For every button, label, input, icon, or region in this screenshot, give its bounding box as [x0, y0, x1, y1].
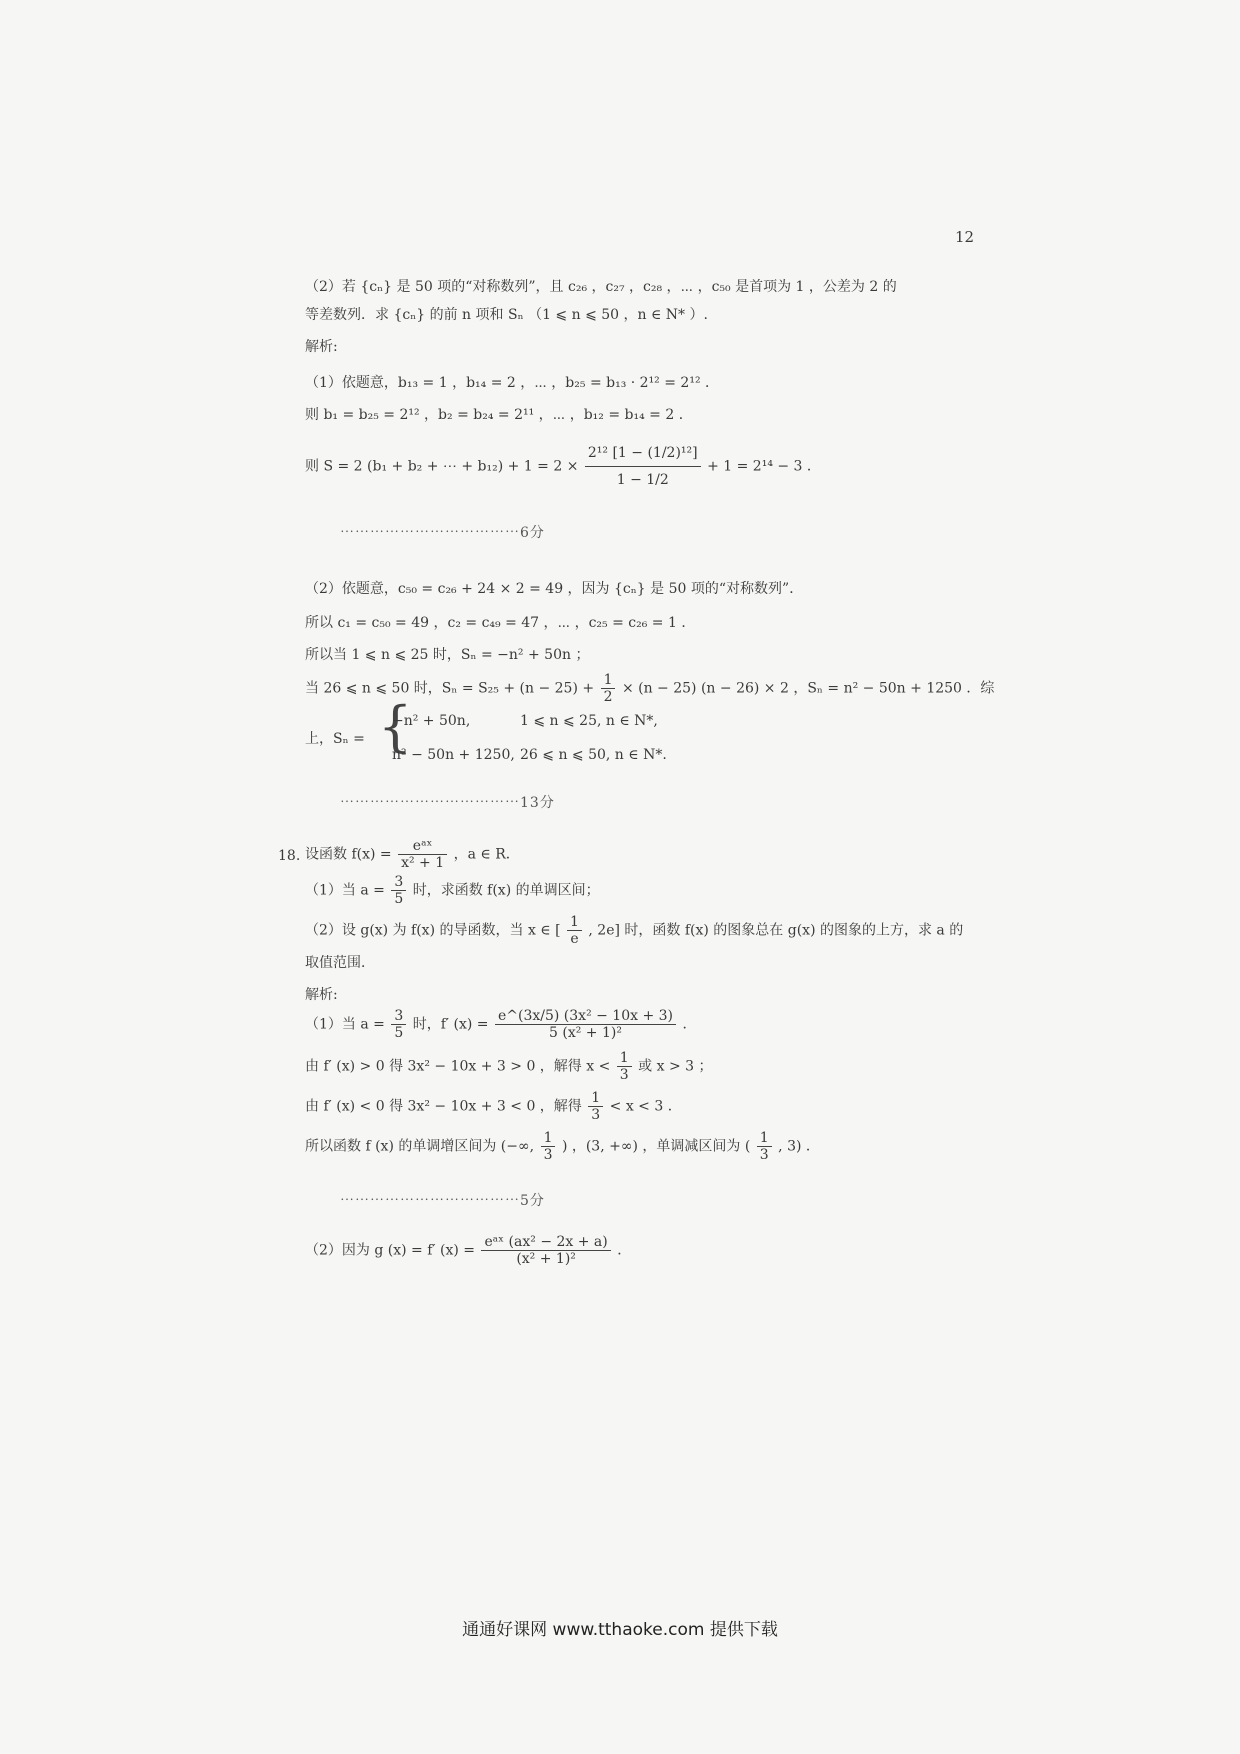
s184-c: , 3) ．: [778, 1138, 820, 1155]
problem18-q1: [305, 874, 600, 907]
q2-a: （2）设 g(x) 为 f(x) 的导函数，当 x ∈ [: [305, 922, 561, 939]
s184-fraction-b: [757, 1130, 772, 1163]
case1-condition: 1 ⩽ n ⩽ 25, n ∈ N*,: [520, 713, 658, 729]
s184-b: ) ，(3, +∞) ，单调减区间为 (: [561, 1138, 751, 1155]
page-number: 12: [955, 228, 975, 246]
case1-expression: −n² + 50n,: [392, 713, 471, 729]
s184-a: 所以函数 f (x) 的单调增区间为 (−∞,: [305, 1138, 535, 1155]
fraction-denominator: 1 − 1/2: [616, 472, 669, 488]
fraction-denominator: 5 (x² + 1)²: [549, 1025, 622, 1041]
solution2-line2: 所以 c₁ = c₅₀ = 49 ，c₂ = c₄₉ = 47 ，⋯ ，c₂₅ = c₂₆ = 1 ．: [305, 615, 696, 631]
solution18-1-line4: [305, 1130, 820, 1163]
solution1-line3-left: 则 S = 2 (b₁ + b₂ + ⋯ + b₁₂) + 1 = 2 ×: [305, 458, 579, 475]
s181-a: （1）当 a =: [305, 1016, 385, 1033]
solution2-line3: 所以当 1 ⩽ n ⩽ 25 时，Sₙ = −n² + 50n ；: [305, 647, 590, 663]
fraction-numerator: 3: [391, 874, 406, 891]
stem-fraction: [398, 838, 447, 871]
case2-condition: 26 ⩽ n ⩽ 50, n ∈ N*.: [520, 747, 667, 763]
solution18-1-line3: [305, 1090, 682, 1123]
fraction-denominator: x² + 1: [401, 855, 445, 871]
stem-b: ，a ∈ R．: [453, 846, 520, 863]
s182-b: 或 x > 3 ；: [638, 1058, 713, 1075]
solution1-line2: 则 b₁ = b₂₅ = 2¹² ，b₂ = b₂₄ = 2¹¹ ，⋯ ，b₁₂ = b₁₄ = 2 ．: [305, 407, 693, 423]
solution1-line1: （1）依题意，b₁₃ = 1 ，b₁₄ = 2 ，⋯ ，b₂₅ = b₁₃ · 2¹² = 2¹² ．: [305, 375, 720, 391]
s1821-fraction: [481, 1234, 610, 1267]
s184-fraction-a: [541, 1130, 556, 1163]
s1821-b: ．: [617, 1242, 632, 1259]
s183-a: 由 f′ (x) < 0 得 3x² − 10x + 3 < 0 ，解得: [305, 1098, 582, 1115]
fraction-numerator: 1: [601, 672, 616, 689]
solution2-fraction: [601, 672, 616, 705]
solution1-fraction: [585, 440, 701, 493]
q1-b: 时，求函数 f(x) 的单调区间；: [412, 882, 600, 899]
solution18-2-line1: [305, 1234, 631, 1267]
fraction-numerator: 1: [541, 1130, 556, 1147]
problem18-stem: [305, 838, 520, 871]
footer-credit: 通通好课网 www.tthaoke.com 提供下载: [462, 1620, 778, 1640]
fraction-numerator: eᵃˣ (ax² − 2x + a): [481, 1234, 610, 1251]
fraction-denominator: e: [570, 931, 579, 947]
s183-fraction: [588, 1090, 603, 1123]
fraction-numerator: eᵃˣ: [398, 838, 447, 855]
fraction-denominator: 3: [591, 1107, 601, 1123]
solution2-line5-prefix: 上，Sₙ =: [305, 731, 365, 747]
piecewise-brace: {: [378, 695, 413, 758]
solution1-line3-right: + 1 = 2¹⁴ − 3 ．: [707, 458, 821, 475]
fraction-denominator: 5: [394, 1025, 404, 1041]
fraction-denominator: 2: [603, 689, 613, 705]
fraction-denominator: 3: [543, 1147, 553, 1163]
s181-c: ．: [682, 1016, 697, 1033]
score-marker: ⋯⋯⋯⋯⋯⋯⋯⋯⋯⋯⋯⋯13分: [340, 795, 555, 811]
score-marker: ⋯⋯⋯⋯⋯⋯⋯⋯⋯⋯⋯⋯6分: [340, 525, 545, 541]
s181-fraction-b: [495, 1008, 676, 1041]
fraction-numerator: 3: [391, 1008, 406, 1025]
fraction-numerator: e^(3x/5) (3x² − 10x + 3): [495, 1008, 676, 1025]
problem-part2-line1: （2）若 {cₙ} 是 50 项的“对称数列”，且 c₂₆ ，c₂₇ ，c₂₈ ，⋯ ，c₅₀ 是首项为 1 ，公差为 2 的: [305, 279, 897, 295]
case2-expression: n² − 50n + 1250,: [392, 747, 515, 763]
analysis-label: 解析:: [305, 987, 338, 1003]
q1-fraction: [391, 874, 406, 907]
q2-b: , 2e] 时，函数 f(x) 的图象总在 g(x) 的图象的上方，求 a 的: [588, 922, 964, 939]
problem18-q2: [305, 914, 963, 947]
fraction-denominator: 3: [759, 1147, 769, 1163]
fraction-denominator: (x² + 1)²: [516, 1251, 576, 1267]
s183-b: < x < 3 ．: [609, 1098, 682, 1115]
fraction-denominator: 5: [394, 891, 404, 907]
solution2-line1: （2）依题意，c₅₀ = c₂₆ + 24 × 2 = 49 ，因为 {cₙ} 是 50 项的“对称数列”．: [305, 581, 804, 597]
solution1-line3: [305, 440, 821, 493]
solution2-line4-b: × (n − 25) (n − 26) × 2 ，Sₙ = n² − 50n + 1250 ．综: [621, 680, 995, 697]
fraction-numerator: 1: [567, 914, 582, 931]
solution18-1-line1: [305, 1008, 696, 1041]
s181-b: 时，f′ (x) =: [412, 1016, 489, 1033]
s182-fraction: [617, 1050, 632, 1083]
stem-a: 设函数 f(x) =: [305, 846, 392, 863]
s181-fraction-a: [391, 1008, 406, 1041]
s182-a: 由 f′ (x) > 0 得 3x² − 10x + 3 > 0 ，解得 x <: [305, 1058, 611, 1075]
fraction-numerator: 1: [588, 1090, 603, 1107]
fraction-numerator: 1: [757, 1130, 772, 1147]
q2-fraction: [567, 914, 582, 947]
fraction-numerator: 2¹² [1 − (1/2)¹²]: [585, 440, 701, 467]
analysis-label: 解析:: [305, 339, 338, 355]
problem-part2-line2: 等差数列．求 {cₙ} 的前 n 项和 Sₙ （1 ⩽ n ⩽ 50 ，n ∈ N* ）.: [305, 307, 708, 323]
fraction-numerator: 1: [617, 1050, 632, 1067]
solution2-line4-a: 当 26 ⩽ n ⩽ 50 时，Sₙ = S₂₅ + (n − 25) +: [305, 680, 595, 697]
s1821-a: （2）因为 g (x) = f′ (x) =: [305, 1242, 476, 1259]
problem-number: 18.: [278, 848, 301, 864]
problem18-q2-line2: 取值范围．: [305, 955, 375, 971]
score-marker: ⋯⋯⋯⋯⋯⋯⋯⋯⋯⋯⋯⋯5分: [340, 1193, 545, 1209]
q1-a: （1）当 a =: [305, 882, 385, 899]
solution18-1-line2: [305, 1050, 713, 1083]
fraction-denominator: 3: [619, 1067, 629, 1083]
